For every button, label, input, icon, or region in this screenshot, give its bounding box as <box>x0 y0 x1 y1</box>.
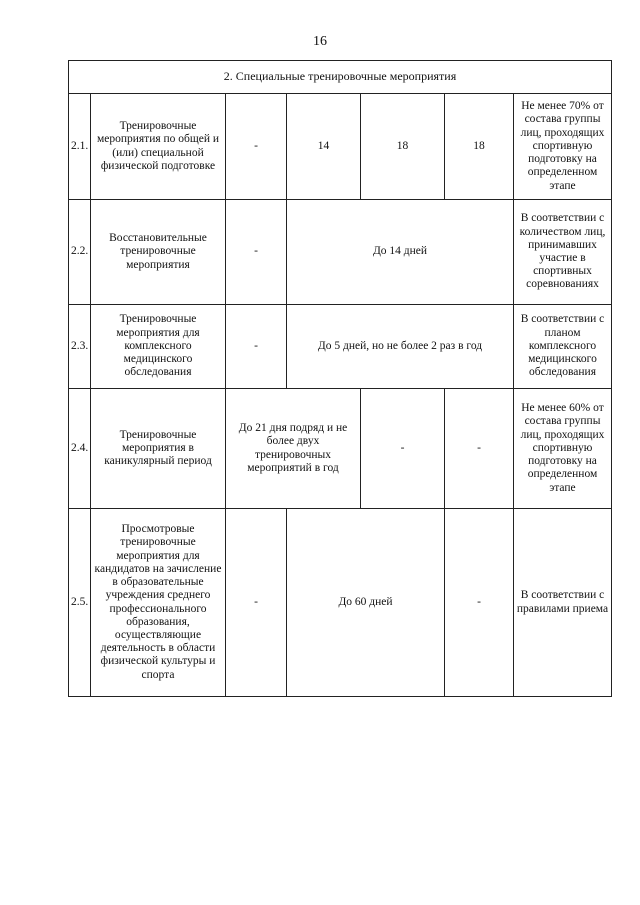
cell-value: - <box>445 389 514 509</box>
cell-value: 14 <box>287 94 361 200</box>
table-row <box>69 389 612 509</box>
table-row <box>69 94 612 200</box>
section-header: 2. Специальные тренировочные мероприятия <box>69 61 612 94</box>
merged-duration: До 14 дней <box>287 200 514 305</box>
merged-duration: До 21 дня подряд и не более двух тренировочных мероприятий в год <box>226 389 361 509</box>
participant-note: Не менее 70% от состава группы лиц, проходящих спортивную подготовку на определенном этапе <box>514 94 612 200</box>
event-name: Просмотровые тренировочные мероприятия для кандидатов на зачисление в образовательные учреждения среднего профессионального образования, осуществляющие деятельность в области физической культуры и спорта <box>91 509 226 697</box>
row-number: 2.4. <box>69 389 91 509</box>
table-row <box>69 305 612 389</box>
event-name: Восстановительные тренировочные мероприятия <box>91 200 226 305</box>
cell-value: - <box>226 94 287 200</box>
event-name: Тренировочные мероприятия по общей и (или) специальной физической подготовке <box>91 94 226 200</box>
participant-note: Не менее 60% от состава группы лиц, проходящих спортивную подготовку на определенном этапе <box>514 389 612 509</box>
training-table <box>68 60 612 697</box>
cell-value: 18 <box>445 94 514 200</box>
cell-value: 18 <box>361 94 445 200</box>
event-name: Тренировочные мероприятия в каникулярный период <box>91 389 226 509</box>
participant-note: В соответствии с правилами приема <box>514 509 612 697</box>
merged-duration: До 60 дней <box>287 509 445 697</box>
cell-value: - <box>445 509 514 697</box>
table-row <box>69 509 612 697</box>
row-number: 2.3. <box>69 305 91 389</box>
merged-duration: До 5 дней, но не более 2 раз в год <box>287 305 514 389</box>
cell-value: - <box>226 509 287 697</box>
event-name: Тренировочные мероприятия для комплексного медицинского обследования <box>91 305 226 389</box>
cell-value: - <box>361 389 445 509</box>
participant-note: В соответствии с планом комплексного медицинского обследования <box>514 305 612 389</box>
table-row <box>69 200 612 305</box>
cell-value: - <box>226 200 287 305</box>
participant-note: В соответствии с количеством лиц, принимавших участие в спортивных соревнованиях <box>514 200 612 305</box>
page-number: 16 <box>313 34 327 49</box>
cell-value: - <box>226 305 287 389</box>
row-number: 2.2. <box>69 200 91 305</box>
row-number: 2.1. <box>69 94 91 200</box>
row-number: 2.5. <box>69 509 91 697</box>
